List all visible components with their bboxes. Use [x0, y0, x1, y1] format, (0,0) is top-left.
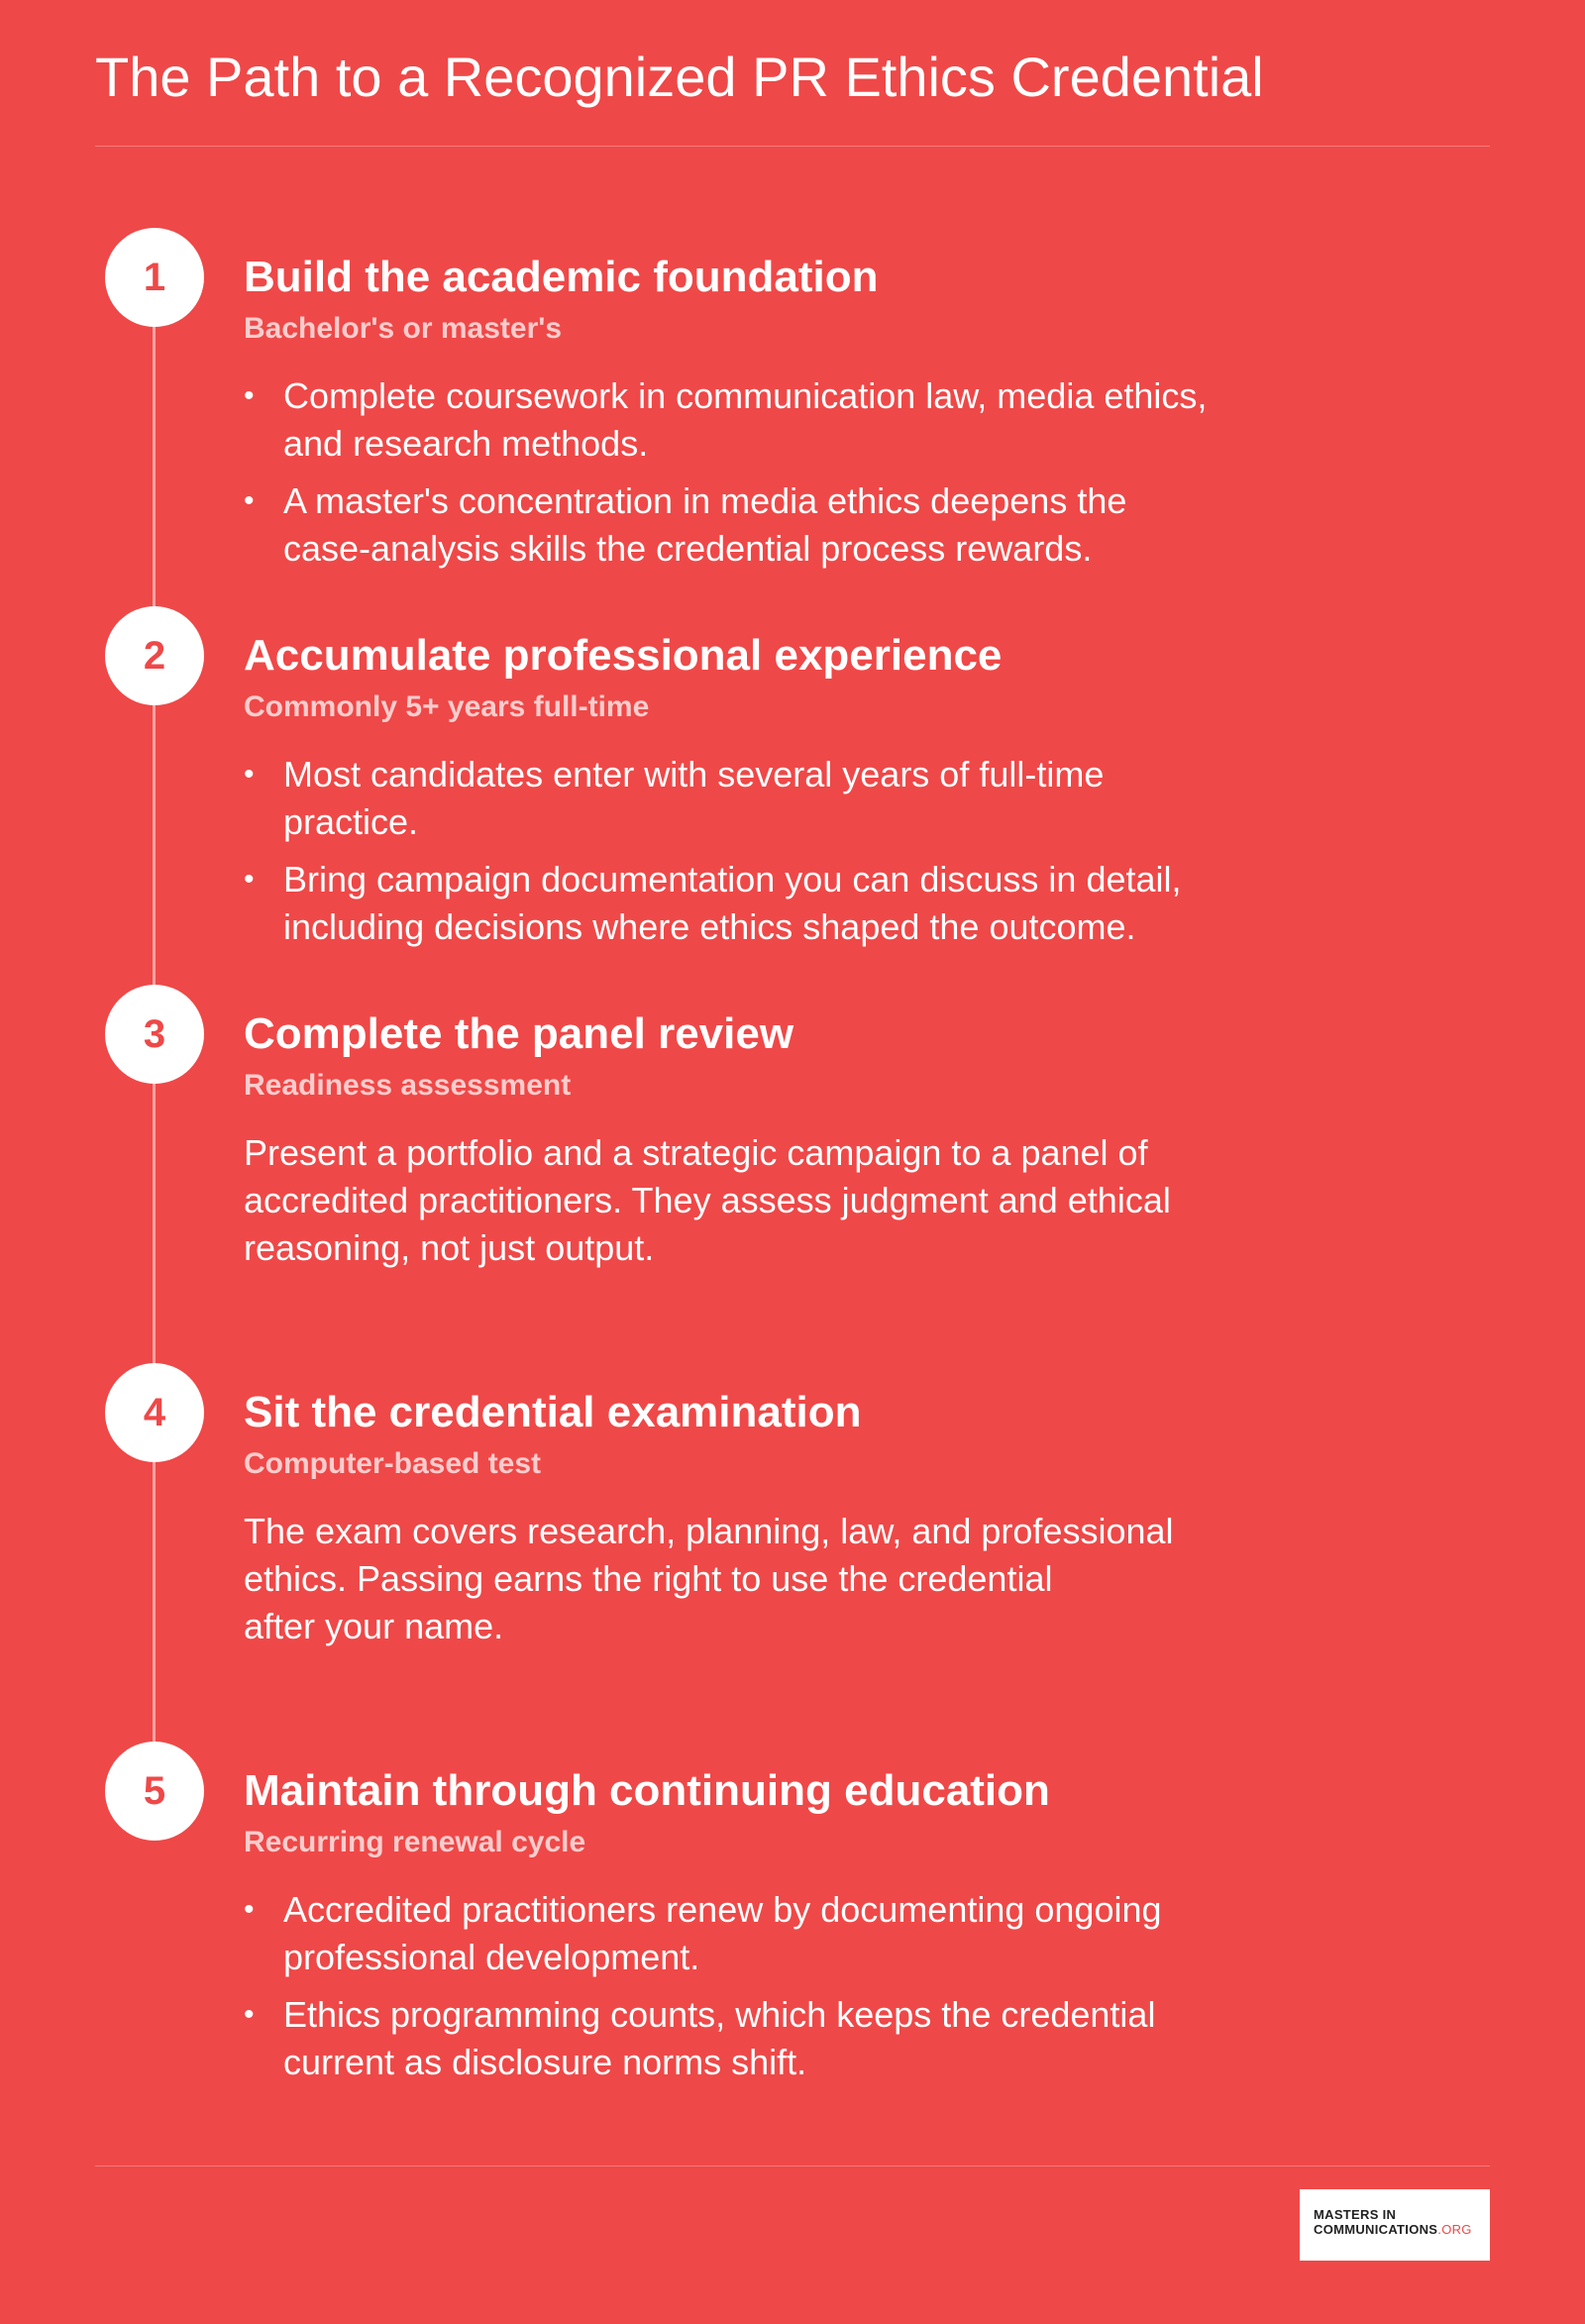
bullet-item — [244, 372, 1314, 468]
bullet-dot-icon: • — [244, 863, 255, 896]
bullet-dot-icon: • — [244, 1998, 255, 2031]
step-bullet-list — [244, 751, 1314, 951]
bullet-text: Bring campaign documentation you can discuss in detail, including decisions where ethics shaped the outcome. — [283, 859, 1182, 947]
step-number-badge: 3 — [105, 985, 204, 1084]
page-title: The Path to a Recognized PR Ethics Credential — [95, 46, 1264, 108]
step-content — [244, 1363, 1314, 1650]
step-bullet-list — [244, 1886, 1314, 2086]
step-title: Sit the credential examination — [244, 1388, 862, 1436]
bullet-dot-icon: • — [244, 1893, 255, 1926]
step-number-badge: 1 — [105, 228, 204, 327]
step-title: Accumulate professional experience — [244, 631, 1003, 680]
step-number-badge: 4 — [105, 1363, 204, 1462]
bullet-dot-icon: • — [244, 484, 255, 517]
logo-suffix: .ORG — [1437, 2222, 1472, 2237]
site-logo[interactable] — [1300, 2189, 1490, 2261]
bullet-text: Accredited practitioners renew by documenting ongoing professional development. — [283, 1889, 1162, 1977]
bullet-text: Ethics programming counts, which keeps the credential current as disclosure norms shift. — [283, 1994, 1156, 2082]
bullet-item — [244, 1886, 1314, 1981]
step-subtitle: Readiness assessment — [244, 1069, 572, 1102]
step-subtitle: Computer-based test — [244, 1447, 542, 1480]
step-subtitle: Bachelor's or master's — [244, 312, 563, 345]
step-title: Build the academic foundation — [244, 253, 879, 301]
step-bullet-list — [244, 372, 1314, 573]
logo-line-1: MASTERS IN — [1314, 2207, 1397, 2222]
step-content — [244, 606, 1314, 961]
bullet-item — [244, 477, 1314, 573]
logo-brand: COMMUNICATIONS — [1314, 2222, 1438, 2237]
step-content — [244, 985, 1314, 1272]
bullet-dot-icon: • — [244, 758, 255, 791]
step-title: Complete the panel review — [244, 1009, 794, 1058]
bullet-text: Complete coursework in communication law, media ethics, and research methods. — [283, 375, 1208, 464]
bullet-text: Most candidates enter with several years of full-time practice. — [283, 754, 1105, 842]
step-description: Present a portfolio and a strategic campaign to a panel of accredited practitioners. They assess judgment and ethical reasoning, not just output. — [244, 1132, 1171, 1268]
bullet-dot-icon: • — [244, 379, 255, 412]
step-number-badge: 5 — [105, 1742, 204, 1841]
header-divider — [95, 146, 1490, 147]
bullet-text: A master's concentration in media ethics deepens the case-analysis skills the credential process rewards. — [283, 480, 1127, 569]
bullet-item — [244, 1991, 1314, 2086]
bullet-item — [244, 856, 1314, 951]
step-subtitle: Recurring renewal cycle — [244, 1826, 586, 1858]
step-content — [244, 228, 1314, 582]
logo-line-2 — [1314, 2222, 1490, 2237]
step-subtitle: Commonly 5+ years full-time — [244, 690, 650, 723]
step-title: Maintain through continuing education — [244, 1766, 1050, 1815]
step-description: The exam covers research, planning, law, and professional ethics. Passing earns the right to use the credential after your name. — [244, 1511, 1174, 1646]
bullet-item — [244, 751, 1314, 846]
step-number-badge: 2 — [105, 606, 204, 705]
step-content — [244, 1742, 1314, 2096]
